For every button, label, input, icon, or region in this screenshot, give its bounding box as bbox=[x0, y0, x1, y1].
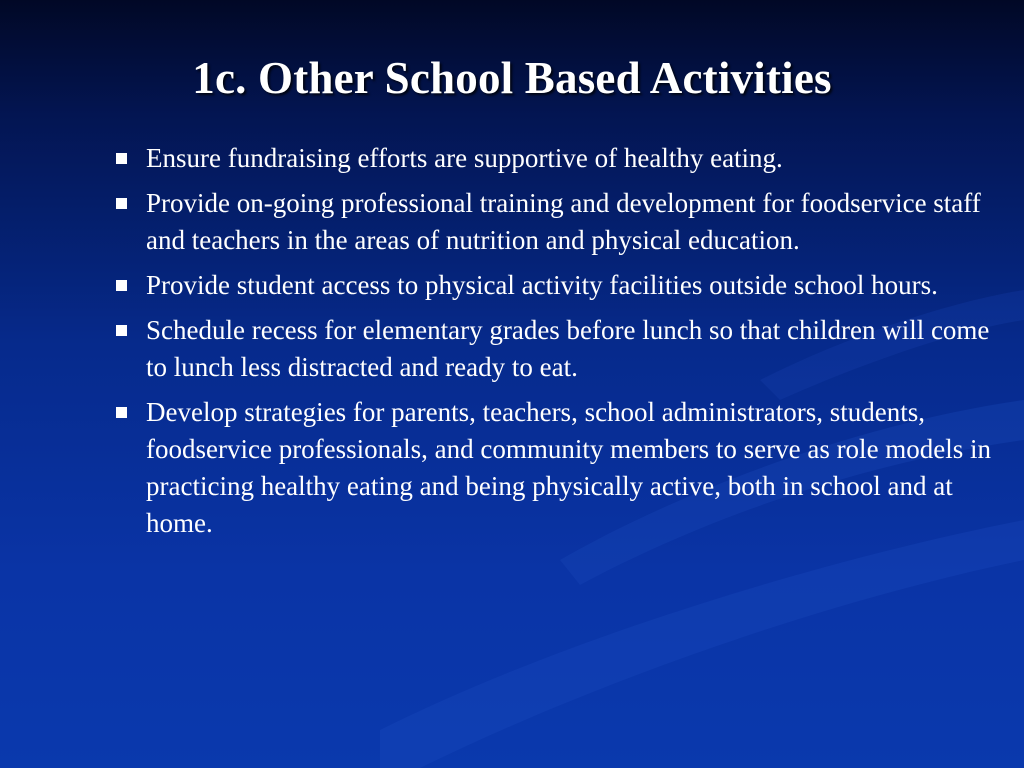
bullet-item bbox=[112, 185, 992, 259]
bullet-text: Provide on-going professional training and development for foodservice staff and teachers in the areas of nutrition and physical education. bbox=[146, 188, 981, 255]
bullet-text: Schedule recess for elementary grades before lunch so that children will come to lunch less distracted and ready to eat. bbox=[146, 315, 990, 382]
bullet-item bbox=[112, 312, 992, 386]
bullet-text: Provide student access to physical activity facilities outside school hours. bbox=[146, 270, 938, 300]
bullet-item bbox=[112, 140, 992, 177]
bullet-item bbox=[112, 394, 992, 542]
slide-title: 1c. Other School Based Activities bbox=[192, 53, 832, 103]
square-bullet-icon bbox=[116, 407, 127, 418]
square-bullet-icon bbox=[116, 198, 127, 209]
square-bullet-icon bbox=[116, 325, 127, 336]
bullet-text: Develop strategies for parents, teachers, school administrators, students, foodservice professionals, and community members to serve as role models in practicing healthy eating and being physically active, both in school and at home. bbox=[146, 397, 992, 538]
square-bullet-icon bbox=[116, 153, 127, 164]
square-bullet-icon bbox=[116, 280, 127, 291]
bullet-item bbox=[112, 267, 992, 304]
bullet-list bbox=[112, 140, 992, 550]
bullet-text: Ensure fundraising efforts are supportive of healthy eating. bbox=[146, 143, 783, 173]
